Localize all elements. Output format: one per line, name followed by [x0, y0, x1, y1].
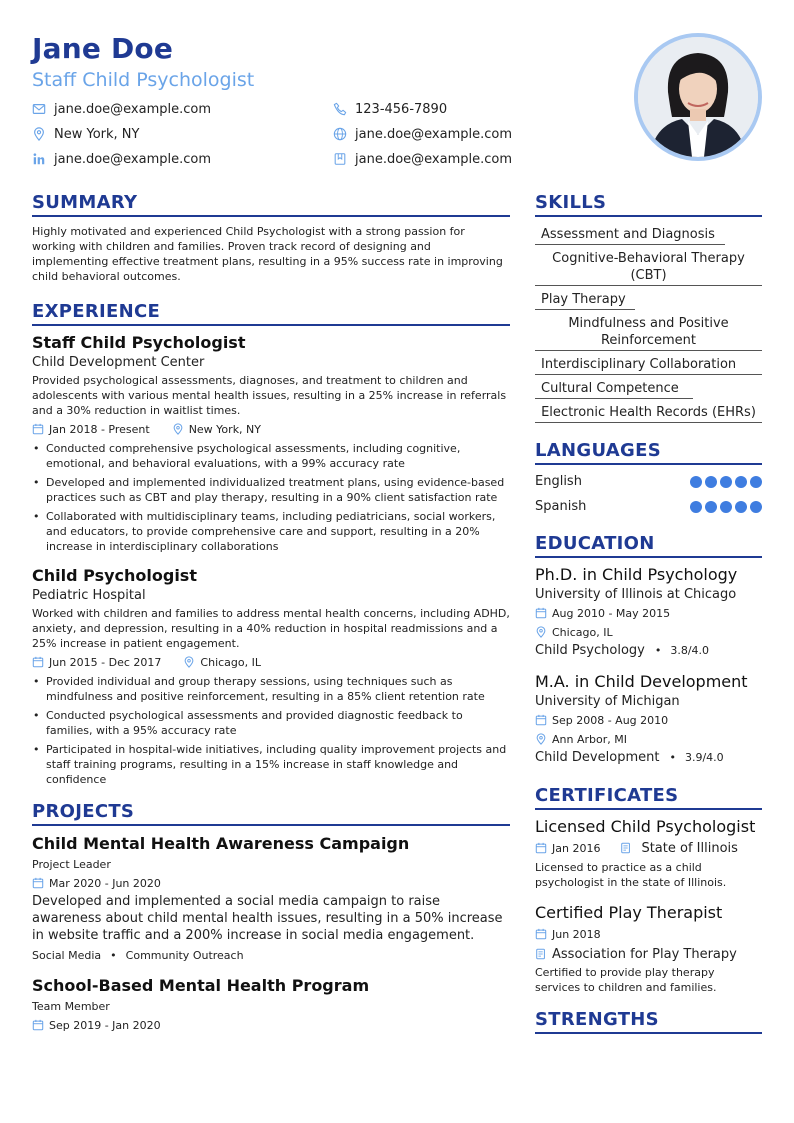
- job-meta: [32, 654, 510, 670]
- certificates-heading: CERTIFICATES: [535, 785, 762, 810]
- certificate-date-row: [535, 925, 762, 943]
- list-item: • Participated in hospital-wide initiatives, including quality improvement projects and staff training programs, resulting in a 15% increase in staff knowledge and confidence: [32, 742, 510, 787]
- project-entry: [32, 834, 510, 963]
- education-dates-row: [535, 605, 762, 621]
- job-bullets: [32, 441, 510, 554]
- location-pin-icon: [172, 423, 184, 435]
- rating-dot: [705, 476, 717, 488]
- right-column: [535, 192, 762, 1034]
- language-rating: [690, 501, 762, 513]
- contact-phone-text: 123-456-7890: [355, 101, 448, 117]
- job-description: Worked with children and families to address mental health concerns, including ADHD, anxiety, and depression, resulting in a 40% reduction in hospital readmissions and a 25% increase in patient engagement.: [32, 607, 510, 650]
- education-location: Chicago, IL: [552, 625, 613, 639]
- contact-phone[interactable]: [333, 99, 447, 119]
- education-dates-row: [535, 712, 762, 728]
- contact-email[interactable]: [32, 99, 211, 119]
- rating-dot: [705, 501, 717, 513]
- job-org: Child Development Center: [32, 355, 205, 370]
- language-row: [535, 494, 762, 519]
- job-meta: [32, 421, 510, 437]
- school: University of Illinois at Chicago: [535, 587, 737, 602]
- contact-other-text: jane.doe@example.com: [355, 151, 513, 167]
- rating-dot: [750, 476, 762, 488]
- list-item: • Collaborated with multidisciplinary teams, including pediatricians, social workers, and educators, to provide comprehensive care and support, resulting in a 20% increase in interdisciplinary collaborations: [32, 509, 510, 554]
- rating-dot: [750, 501, 762, 513]
- project-meta: [32, 1017, 510, 1033]
- certificate-meta: [535, 839, 762, 857]
- rating-dot: [720, 476, 732, 488]
- calendar-icon: [535, 928, 547, 940]
- project-description: Developed and implemented a social media campaign to raise awareness about child mental health issues, resulting in a 50% increase in website traffic and a 200% increase in social media engagement.: [32, 894, 503, 943]
- certificate-date: Jan 2016: [552, 841, 601, 855]
- list-item: • Conducted psychological assessments and provided diagnostic feedback to families, with a 95% accuracy rate: [32, 708, 510, 738]
- job-title: Staff Child Psychologist: [32, 333, 246, 352]
- certificate-title: Certified Play Therapist: [535, 903, 723, 922]
- job-location: New York, NY: [188, 422, 261, 436]
- experience-heading: EXPERIENCE: [32, 301, 510, 326]
- linkedin-icon: [32, 152, 46, 166]
- certificate-entry: [535, 817, 762, 890]
- education-heading: EDUCATION: [535, 533, 762, 558]
- education-location: Ann Arbor, MI: [552, 732, 627, 746]
- education-field-row: [535, 750, 762, 765]
- skills-heading: SKILLS: [535, 192, 762, 217]
- job-description: Provided psychological assessments, diagnoses, and treatment to children and adolescents with various mental health issues, resulting in a 25% increase in referrals and a 30% reduction in waitlist times.: [32, 374, 507, 417]
- job-dates: Jun 2015 - Dec 2017: [49, 655, 162, 669]
- education-gpa: 3.8/4.0: [670, 644, 710, 657]
- project-dates: Sep 2019 - Jan 2020: [49, 1018, 161, 1032]
- degree: Ph.D. in Child Psychology: [535, 565, 738, 584]
- certificate-description: Licensed to practice as a child psychologist in the state of Illinois.: [535, 861, 727, 889]
- contact-email-text: jane.doe@example.com: [54, 101, 212, 117]
- certificate-description: Certified to provide play therapy services to children and families.: [535, 966, 717, 994]
- certificate-date: Jun 2018: [552, 927, 601, 941]
- rating-dot: [735, 501, 747, 513]
- language-row: [535, 469, 762, 494]
- summary-heading: SUMMARY: [32, 192, 510, 217]
- languages-heading: LANGUAGES: [535, 440, 762, 465]
- contact-location-text: New York, NY: [54, 126, 140, 142]
- job-org: Pediatric Hospital: [32, 588, 146, 603]
- degree: M.A. in Child Development: [535, 672, 748, 691]
- calendar-icon: [535, 714, 547, 726]
- certificate-issuer: State of Illinois: [641, 840, 738, 856]
- candidate-title: Staff Child Psychologist: [32, 69, 255, 91]
- skill-item: Interdisciplinary Collaboration: [535, 354, 762, 375]
- location-pin-icon: [32, 127, 46, 141]
- project-meta: [32, 875, 510, 891]
- education-field-row: [535, 643, 762, 658]
- education-location-row: [535, 731, 762, 747]
- job-location: Chicago, IL: [200, 655, 261, 669]
- left-column: [32, 192, 510, 1033]
- skill-item: Mindfulness and Positive Reinforcement: [535, 313, 762, 351]
- project-title: Child Mental Health Awareness Campaign: [32, 834, 410, 853]
- phone-icon: [333, 102, 347, 116]
- skill-item: Cultural Competence: [535, 378, 693, 399]
- calendar-icon: [535, 842, 547, 854]
- skill-item: Assessment and Diagnosis: [535, 224, 725, 245]
- project-tag: Social Media: [32, 948, 102, 962]
- job-dates: Jan 2018 - Present: [49, 422, 150, 436]
- institution-icon: [620, 842, 632, 854]
- project-entry: [32, 976, 510, 1033]
- certificate-issuer-row: [535, 945, 762, 963]
- education-field: Child Psychology: [535, 643, 645, 658]
- globe-icon: [333, 127, 347, 141]
- contact-location: [32, 124, 139, 144]
- location-pin-icon: [535, 626, 547, 638]
- calendar-icon: [32, 1019, 44, 1031]
- education-gpa: 3.9/4.0: [684, 751, 724, 764]
- rating-dot: [690, 501, 702, 513]
- languages-list: [535, 469, 762, 519]
- profile-avatar-illustration: [638, 37, 758, 157]
- location-pin-icon: [183, 656, 195, 668]
- contact-linkedin-text: jane.doe@example.com: [54, 151, 212, 167]
- project-title: School-Based Mental Health Program: [32, 976, 370, 995]
- experience-entry: [32, 566, 510, 787]
- project-tag: Community Outreach: [125, 948, 244, 962]
- project-dates: Mar 2020 - Jun 2020: [49, 876, 161, 890]
- skills-list: [535, 224, 762, 423]
- field-separator: •: [654, 644, 662, 657]
- projects-heading: PROJECTS: [32, 801, 510, 826]
- contact-website-text: jane.doe@example.com: [355, 126, 513, 142]
- certificate-title: Licensed Child Psychologist: [535, 817, 756, 836]
- project-tags: [32, 947, 510, 963]
- job-title: Child Psychologist: [32, 566, 197, 585]
- field-separator: •: [669, 751, 676, 764]
- language-rating: [690, 476, 762, 488]
- location-pin-icon: [535, 733, 547, 745]
- language-name: English: [535, 474, 582, 489]
- education-entry: [535, 672, 762, 765]
- calendar-icon: [32, 656, 44, 668]
- education-dates: Aug 2010 - May 2015: [552, 606, 671, 620]
- profile-photo: [634, 33, 762, 161]
- candidate-name: Jane Doe: [32, 32, 174, 65]
- calendar-icon: [32, 877, 44, 889]
- education-field: Child Development: [535, 750, 660, 765]
- education-entry: [535, 565, 762, 658]
- school: University of Michigan: [535, 694, 680, 709]
- envelope-icon: [32, 102, 46, 116]
- certificate-entry: [535, 903, 762, 995]
- tag-separator: •: [110, 948, 117, 962]
- rating-dot: [690, 476, 702, 488]
- strengths-heading: STRENGTHS: [535, 1009, 762, 1034]
- skill-item: Cognitive-Behavioral Therapy (CBT): [535, 248, 762, 286]
- project-role: Project Leader: [32, 858, 111, 871]
- skill-item: Play Therapy: [535, 289, 635, 310]
- job-bullets: [32, 674, 510, 787]
- experience-entry: [32, 333, 510, 554]
- list-item: • Provided individual and group therapy sessions, using techniques such as mindfulness and positive reinforcement, resulting in a 85% client retention rate: [32, 674, 510, 704]
- certificate-issuer: Association for Play Therapy: [552, 946, 737, 962]
- language-name: Spanish: [535, 499, 587, 514]
- summary-text: Highly motivated and experienced Child Psychologist with a strong passion for working with children and families. Proven track record of designing and implementing effective treatment plans, resulting in a 95% success rate in improving child behavioral outcomes.: [32, 225, 503, 283]
- rating-dot: [720, 501, 732, 513]
- skill-item: Electronic Health Records (EHRs): [535, 402, 762, 423]
- contact-website[interactable]: [333, 124, 512, 144]
- education-dates: Sep 2008 - Aug 2010: [552, 713, 669, 727]
- institution-icon: [535, 948, 547, 960]
- contact-other[interactable]: [333, 149, 512, 169]
- list-item: • Conducted comprehensive psychological assessments, including cognitive, emotional, and behavioral evaluations, with a 99% accuracy rate: [32, 441, 510, 471]
- rating-dot: [735, 476, 747, 488]
- project-role: Team Member: [32, 1000, 110, 1013]
- education-location-row: [535, 624, 762, 640]
- calendar-icon: [32, 423, 44, 435]
- calendar-icon: [535, 607, 547, 619]
- list-item: • Developed and implemented individualized treatment plans, using evidence-based practices such as CBT and play therapy, resulting in a 90% client satisfaction rate: [32, 475, 510, 505]
- bookmark-icon: [333, 152, 347, 166]
- contact-linkedin[interactable]: [32, 149, 211, 169]
